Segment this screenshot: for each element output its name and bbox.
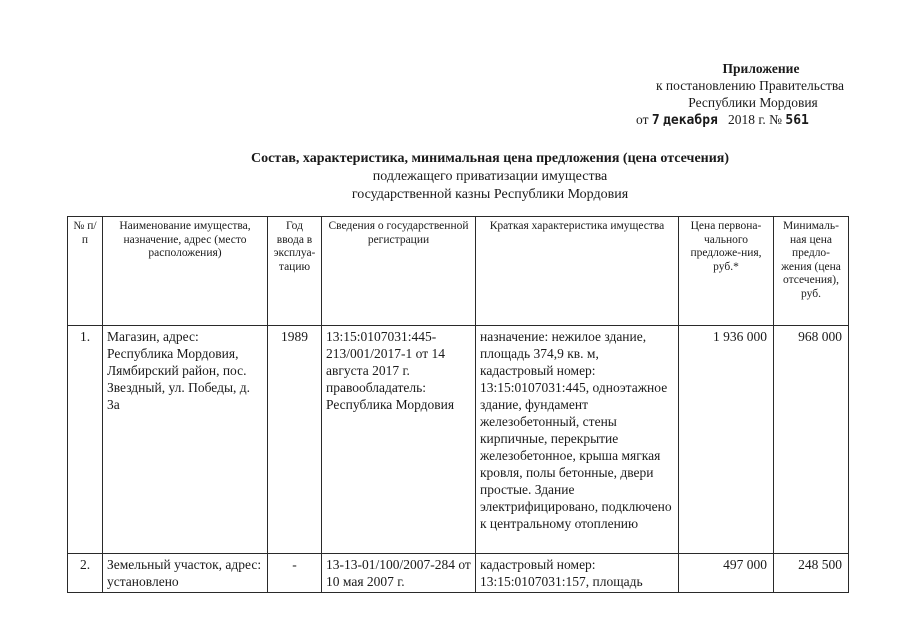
decree-number: 561 [785,113,809,128]
cell-initial-price: 497 000 [679,554,774,593]
appendix-heading: Приложение [722,61,800,76]
cell-num: 2. [68,554,103,593]
header-name: Наименование имущества, назначение, адрес (место расположения) [103,217,268,326]
cell-year: 1989 [268,326,322,554]
title-line3: государственной казны Республики Мордовия [351,187,629,202]
date-prefix: от [636,112,649,127]
cell-initial-price: 1 936 000 [679,326,774,554]
number-prefix: № [769,112,783,127]
cell-year: - [268,554,322,593]
cell-registration: 13-13-01/100/2007-284 от 10 мая 2007 г. [322,554,476,593]
table-row [68,326,849,554]
table-row [68,554,849,593]
header-description: Краткая характеристика имущества [476,217,679,326]
title-line1: Состав, характеристика, минимальная цена предложения (цена отсечения) [250,151,730,166]
table-header-row [68,217,849,326]
cell-num: 1. [68,326,103,554]
cell-registration: 13:15:0107031:445-213/001/2017-1 от 14 августа 2017 г. правообладатель: Республика Мордовия [322,326,476,554]
title-line2: подлежащего приватизации имущества [372,169,608,184]
cell-min-price: 968 000 [774,326,849,554]
header-registration: Сведения о государственной регистрации [322,217,476,326]
appendix-line2: к постановлению Правительства [655,78,845,93]
header-initial-price: Цена первона-чального предложе-ния, руб.* [679,217,774,326]
cell-description: назначение: нежилое здание, площадь 374,9 кв. м, кадастровый номер: 13:15:0107031:445, одноэтажное здание, фундамент железобетонный, стены кирпичные, перекрытие железобетонное, крыша мягкая кровля, полы бетонные, двери простые. Здание электрифицировано, подключено к центральному отоплению [476,326,679,554]
header-min-price: Минималь-ная цена предло-жения (цена отсечения), руб. [774,217,849,326]
appendix-line3: Республики Мордовия [688,95,818,110]
appendix-block [612,60,874,129]
cell-name: Магазин, адрес: Республика Мордовия, Лямбирский район, пос. Звездный, ул. Победы, д. 3а [103,326,268,554]
document-title [150,150,830,204]
date-year: 2018 г. [727,112,766,127]
header-year: Год ввода в эксплуа-тацию [268,217,322,326]
date-month: декабря [663,113,718,128]
cell-name: Земельный участок, адрес: установлено [103,554,268,593]
header-num: № п/п [68,217,103,326]
date-day: 7 [651,113,660,128]
cell-min-price: 248 500 [774,554,849,593]
property-table [67,216,849,593]
cell-description: кадастровый номер: 13:15:0107031:157, площадь [476,554,679,593]
appendix-date-line [612,111,874,129]
